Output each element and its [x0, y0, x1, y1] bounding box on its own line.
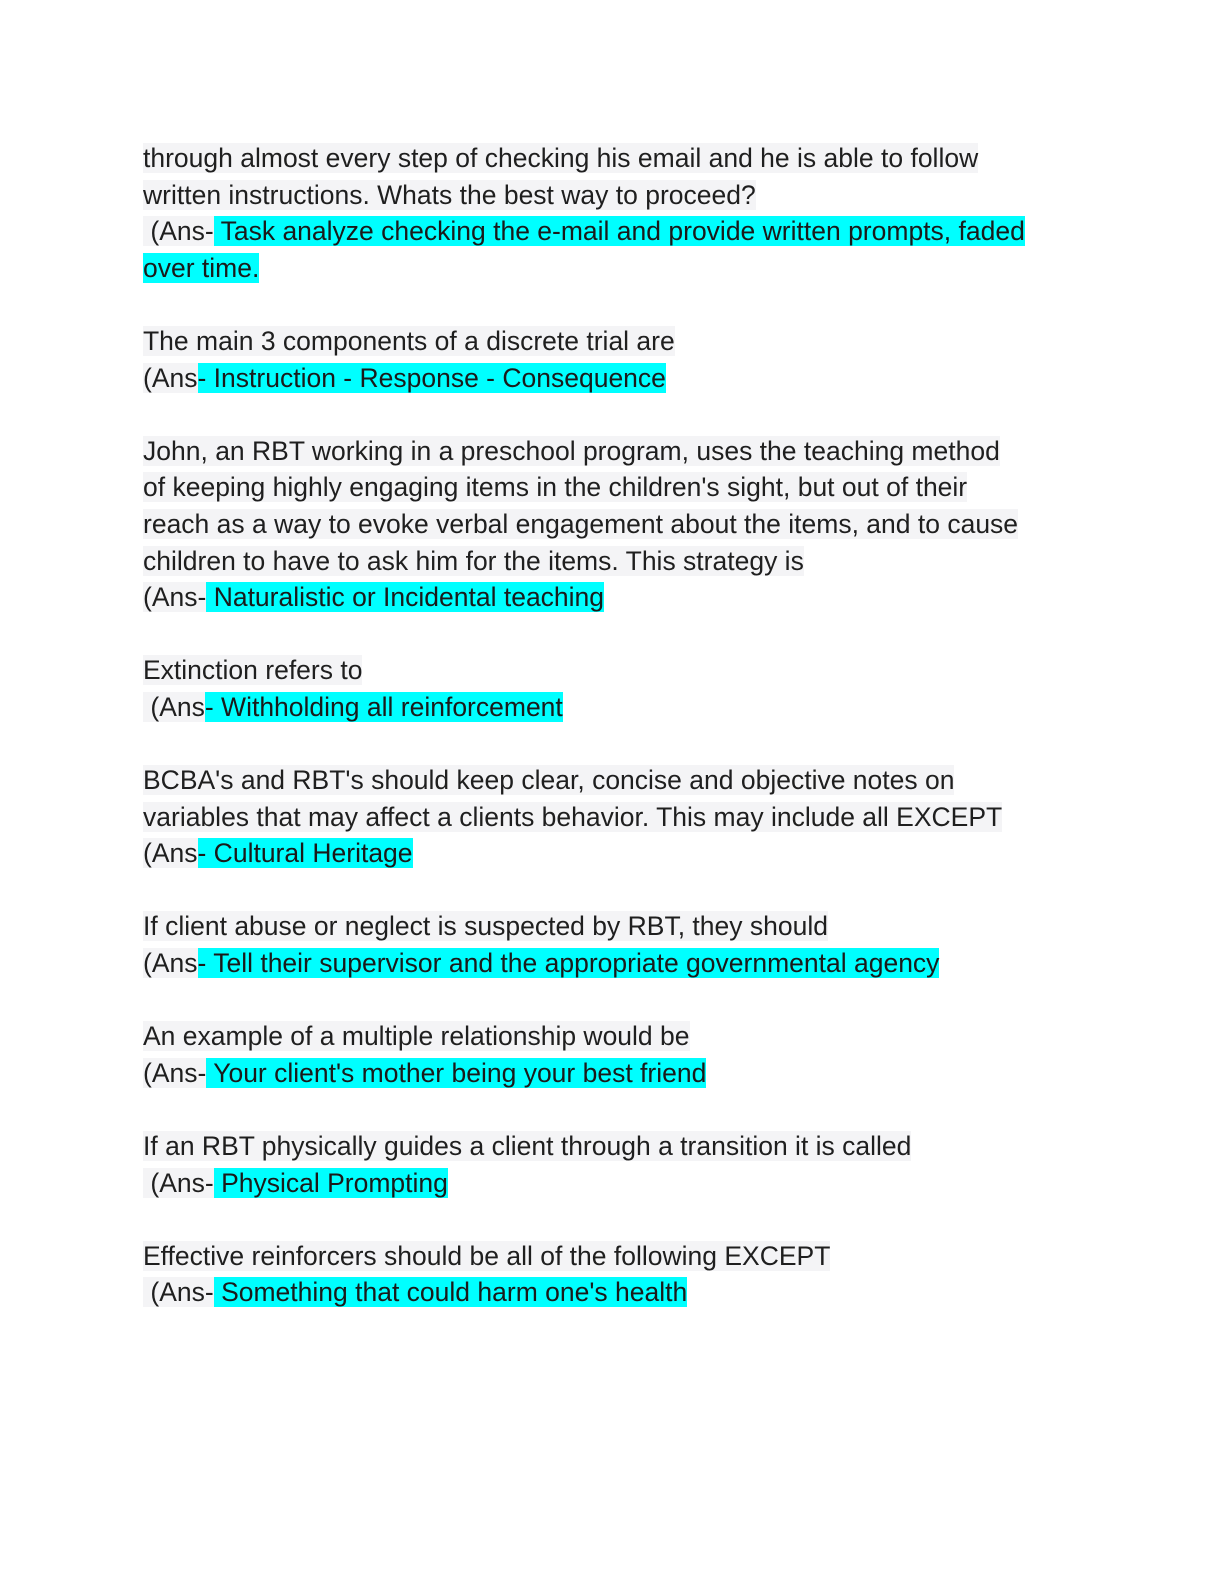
answer-highlight: Physical Prompting [213, 1167, 448, 1198]
question-text: of keeping highly engaging items in the children's sight, but out of their [143, 472, 968, 503]
question-text: If an RBT physically guides a client through a transition it is called [143, 1131, 912, 1162]
qa-item [143, 762, 1083, 872]
document-page [143, 140, 1083, 1348]
answer-highlight: Your client's mother being your best friend [206, 1057, 707, 1088]
question-text: BCBA's and RBT's should keep clear, concise and objective notes on [143, 765, 955, 796]
answer-highlight: Something that could harm one's health [213, 1277, 688, 1308]
question-text: Effective reinforcers should be all of the following EXCEPT [143, 1240, 831, 1271]
question-text: written instructions. Whats the best way to proceed? [143, 179, 756, 210]
answer-highlight: - Withholding all reinforcement [204, 691, 563, 722]
question-text: John, an RBT working in a preschool program, uses the teaching method [143, 435, 1000, 466]
answer-highlight: - Instruction - Response - Consequence [197, 362, 666, 393]
question-text: Extinction refers to [143, 655, 363, 686]
qa-item [143, 908, 1083, 981]
question-text: through almost every step of checking his email and he is able to follow [143, 143, 979, 173]
qa-item [143, 1128, 1083, 1201]
answer-prefix: (Ans- [150, 1167, 214, 1198]
answer-highlight: - Cultural Heritage [197, 838, 413, 869]
question-text: children to have to ask him for the items. This strategy is [143, 545, 804, 576]
qa-item [143, 1238, 1083, 1311]
qa-item [143, 1018, 1083, 1091]
answer-prefix: (Ans [143, 362, 198, 393]
answer-prefix: (Ans- [150, 1277, 214, 1308]
question-text: The main 3 components of a discrete trial are [143, 325, 675, 356]
question-text: If client abuse or neglect is suspected by RBT, they should [143, 911, 828, 942]
answer-prefix: (Ans- [143, 582, 207, 613]
answer-prefix: (Ans [143, 948, 198, 979]
answer-highlight: Task analyze checking the e-mail and provide written prompts, faded [213, 216, 1025, 247]
answer-prefix: (Ans- [143, 1057, 207, 1088]
qa-item [143, 652, 1083, 725]
qa-item [143, 323, 1083, 396]
answer-highlight: - Tell their supervisor and the appropriate governmental agency [197, 948, 940, 979]
qa-item [143, 433, 1083, 616]
answer-prefix: (Ans- [150, 216, 214, 247]
question-text: variables that may affect a clients behavior. This may include all EXCEPT [143, 801, 1003, 832]
question-text: An example of a multiple relationship would be [143, 1021, 690, 1052]
qa-item [143, 140, 1083, 286]
question-text: reach as a way to evoke verbal engagement about the items, and to cause [143, 508, 1019, 539]
answer-prefix: (Ans [150, 691, 205, 722]
answer-prefix: (Ans [143, 838, 198, 869]
answer-highlight: over time. [143, 252, 260, 283]
answer-highlight: Naturalistic or Incidental teaching [206, 582, 605, 613]
